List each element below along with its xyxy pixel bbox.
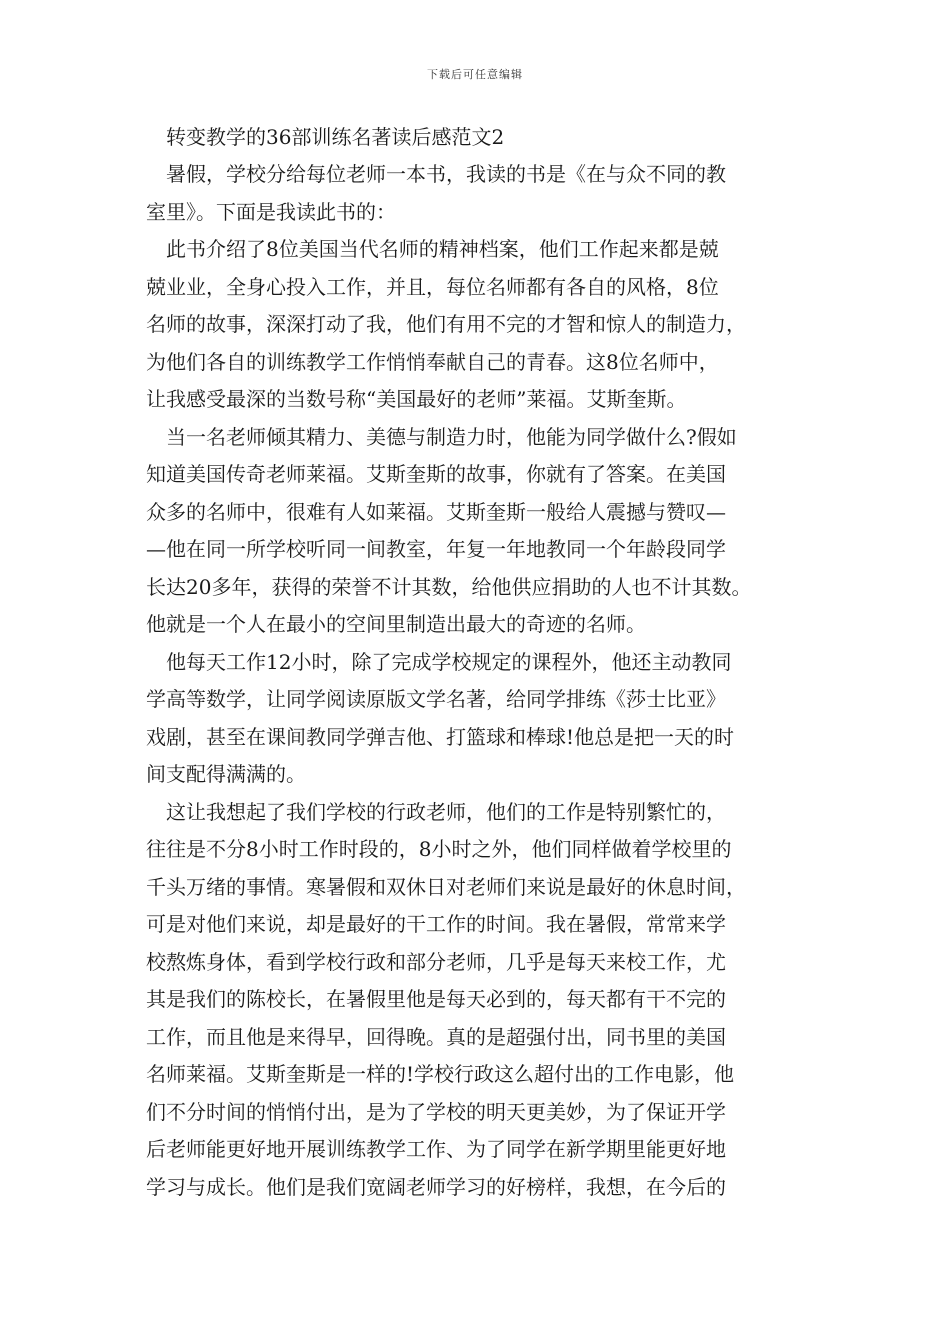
page-header-note: 下载后可任意编辑 xyxy=(427,68,523,81)
text-line: 众多的名师中，很难有人如莱福。艾斯奎斯一般给人震撼与赞叹— xyxy=(146,499,726,524)
text-line: 后老师能更好地开展训练教学工作、为了同学在新学期里能更好地 xyxy=(146,1137,726,1161)
paragraph xyxy=(146,156,820,231)
text-line: 知道美国传奇老师莱福。艾斯奎斯的故事，你就有了答案。在美国 xyxy=(146,462,726,486)
document-title: 转变教学的36部训练名著读后感范文2 xyxy=(166,125,505,149)
text-line: 长达20多年，获得的荣誉不计其数，给他供应捐助的人也不计其数。 xyxy=(146,574,752,599)
text-line: 此书介绍了8位美国当代名师的精神档案，他们工作起来都是兢 xyxy=(166,237,719,261)
text-line: 为他们各自的训练教学工作悄悄奉献自己的青春。这8位名师中， xyxy=(146,349,719,374)
paragraph-list xyxy=(146,156,820,1206)
text-line: 这让我想起了我们学校的行政老师，他们的工作是特别繁忙的， xyxy=(166,799,726,824)
text-line: —他在同一所学校听同一间教室，年复一年地教同一个年龄段同学 xyxy=(146,537,726,561)
paragraph xyxy=(146,419,820,644)
text-line: 他就是一个人在最小的空间里制造出最大的奇迹的名师。 xyxy=(146,612,646,636)
paragraph xyxy=(146,644,820,794)
document-body xyxy=(146,118,820,1206)
text-line: 往往是不分8小时工作时段的，8小时之外，他们同样做着学校里的 xyxy=(146,837,732,861)
text-line: 千头万绪的事情。寒暑假和双休日对老师们来说是最好的休息时间， xyxy=(146,874,746,899)
text-line: 名师莱福。艾斯奎斯是一样的!学校行政这么超付出的工作电影，他 xyxy=(146,1062,735,1086)
text-line: 暑假，学校分给每位老师一本书，我读的书是《在与众不同的教 xyxy=(166,162,726,186)
text-line: 学高等数学，让同学阅读原版文学名著，给同学排练《莎士比亚》 xyxy=(146,687,726,711)
text-line: 可是对他们来说，却是最好的干工作的时间。我在暑假，常常来学 xyxy=(146,912,726,936)
text-line: 室里》。下面是我读此书的： xyxy=(146,199,396,224)
text-line: 让我感受最深的当数号称“美国最好的老师”莱福。艾斯奎斯。 xyxy=(146,387,687,411)
text-line: 校熬炼身体，看到学校行政和部分老师，几乎是每天来校工作，尤 xyxy=(146,949,726,974)
text-line: 们不分时间的悄悄付出，是为了学校的明天更美妙，为了保证开学 xyxy=(146,1099,726,1124)
text-line: 兢业业，全身心投入工作，并且，每位名师都有各自的风格，8位 xyxy=(146,274,719,299)
text-line: 戏剧，甚至在课间教同学弹吉他、打篮球和棒球!他总是把一天的时 xyxy=(146,724,735,749)
paragraph xyxy=(146,231,820,419)
text-line: 他每天工作12小时，除了完成学校规定的课程外，他还主动教同 xyxy=(166,649,732,674)
paragraph xyxy=(146,794,820,1207)
text-line: 当一名老师倾其精力、美德与制造力时，他能为同学做什么?假如 xyxy=(166,424,737,449)
text-line: 间支配得满满的。 xyxy=(146,762,306,786)
text-line: 名师的故事，深深打动了我，他们有用不完的才智和惊人的制造力， xyxy=(146,312,746,336)
text-line: 工作，而且他是来得早，回得晚。真的是超强付出，同书里的美国 xyxy=(146,1024,726,1049)
text-line: 其是我们的陈校长，在暑假里他是每天必到的，每天都有干不完的 xyxy=(146,987,726,1011)
text-line: 学习与成长。他们是我们宽阔老师学习的好榜样，我想，在今后的 xyxy=(146,1174,726,1199)
